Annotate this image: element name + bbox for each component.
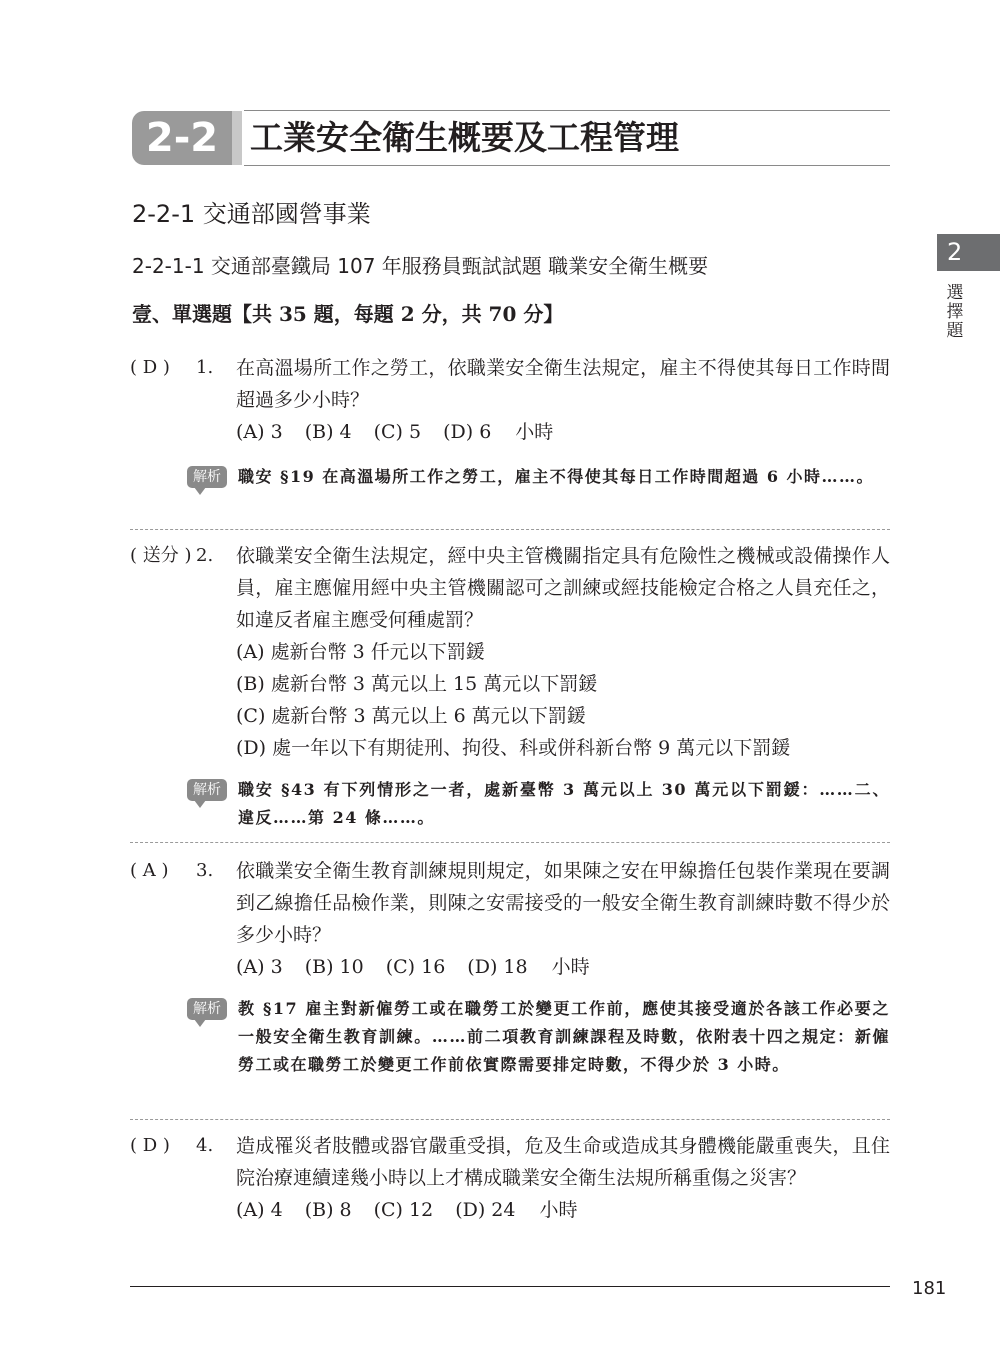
answer-key: ( D ): [130, 357, 170, 378]
answer-key: ( D ): [130, 1135, 170, 1156]
option-c: (C) 5: [373, 421, 422, 443]
option-a: (A) 3: [236, 421, 283, 443]
chapter-tab-label: 選擇題: [946, 283, 964, 341]
option-row: [236, 416, 890, 448]
analysis-text: 職安 §19 在高溫場所工作之勞工，雇主不得使其每日工作時間超過 6 小時……。: [238, 467, 875, 486]
option-b: (B) 4: [304, 421, 352, 443]
option-unit: 小時: [551, 956, 590, 978]
option-b: (B) 8: [304, 1199, 352, 1221]
part-heading: 壹、單選題【共 35 題，每題 2 分，共 70 分】: [132, 302, 564, 326]
answer-key: ( 送分 ): [130, 545, 192, 566]
option-d: (D) 處一年以下有期徒刑、拘役、科或併科新台幣 9 萬元以下罰鍰: [236, 737, 791, 759]
question-body: [236, 855, 890, 983]
title-rule-top: [244, 110, 890, 111]
footer-rule: [130, 1286, 890, 1287]
question-stem: 依職業安全衛生教育訓練規則規定，如果陳之安在甲線擔任包裝作業現在要調到乙線擔任品檢作業，則陳之安需接受的一般安全衛生教育訓練時數不得少於多少小時？: [236, 860, 890, 946]
option-row: [236, 1194, 890, 1226]
question-body: [236, 352, 890, 448]
option-b: (B) 10: [304, 956, 364, 978]
question-stem: 造成罹災者肢體或器官嚴重受損，危及生命或造成其身體機能嚴重喪失，且住院治療連續達幾小時以上才構成職業安全衛生法規所稱重傷之災害？: [236, 1135, 890, 1189]
chapter-tab: 2: [937, 234, 1000, 271]
option-d: (D) 6: [443, 421, 492, 443]
question-body: [236, 540, 890, 764]
option-unit: 小時: [515, 421, 554, 443]
option-b: (B) 處新台幣 3 萬元以上 15 萬元以下罰鍰: [236, 673, 598, 695]
exam-heading: 2-2-1-1 交通部臺鐵局 107 年服務員甄試試題 職業安全衛生概要: [132, 254, 709, 278]
question-divider: [130, 529, 890, 530]
option-unit: 小時: [539, 1199, 578, 1221]
question-divider: [130, 842, 890, 843]
page-number: 181: [912, 1278, 947, 1299]
section-number-badge: 2-2: [132, 111, 232, 165]
question-stem: 在高溫場所工作之勞工，依職業安全衛生法規定，雇主不得使其每日工作時間超過多少小時？: [236, 357, 890, 411]
section-title: 工業安全衛生概要及工程管理: [250, 118, 679, 157]
title-rule-bottom: [244, 165, 890, 166]
analysis-text: 教 §17 雇主對新僱勞工或在職勞工於變更工作前，應使其接受適於各該工作必要之一般安全衛生教育訓練。……前二項教育訓練課程及時數，依附表十四之規定：新僱勞工或在職勞工於變更工作前依實際需要排定時數，不得少於 3 小時。: [238, 999, 890, 1074]
analysis-badge: 解析: [187, 466, 227, 488]
question-number: 2.: [196, 545, 214, 566]
option-d: (D) 18: [467, 956, 528, 978]
option-row: [236, 951, 890, 983]
option-c: (C) 16: [385, 956, 446, 978]
question-stem: 依職業安全衛生法規定，經中央主管機關指定具有危險性之機械或設備操作人員，雇主應僱用經中央主管機關認可之訓練或經技能檢定合格之人員充任之，如違反者雇主應受何種處罰？: [236, 545, 890, 631]
question-number: 4.: [196, 1135, 214, 1156]
option-c: (C) 12: [373, 1199, 434, 1221]
answer-key: ( A ): [130, 860, 169, 881]
analysis-badge: 解析: [187, 998, 227, 1020]
question-number: 1.: [196, 357, 214, 378]
analysis-text: 職安 §43 有下列情形之一者，處新臺幣 3 萬元以上 30 萬元以下罰鍰：……二、違反……第 24 條……。: [238, 780, 890, 827]
analysis-badge: 解析: [187, 779, 227, 801]
option-c: (C) 處新台幣 3 萬元以上 6 萬元以下罰鍰: [236, 705, 586, 727]
option-a: (A) 3: [236, 956, 283, 978]
option-d: (D) 24: [455, 1199, 516, 1221]
option-a: (A) 處新台幣 3 仟元以下罰鍰: [236, 641, 485, 663]
question-number: 3.: [196, 860, 214, 881]
question-body: [236, 1130, 890, 1226]
subsection-heading: 2-2-1 交通部國營事業: [132, 200, 371, 228]
question-divider: [130, 1119, 890, 1120]
option-a: (A) 4: [236, 1199, 283, 1221]
